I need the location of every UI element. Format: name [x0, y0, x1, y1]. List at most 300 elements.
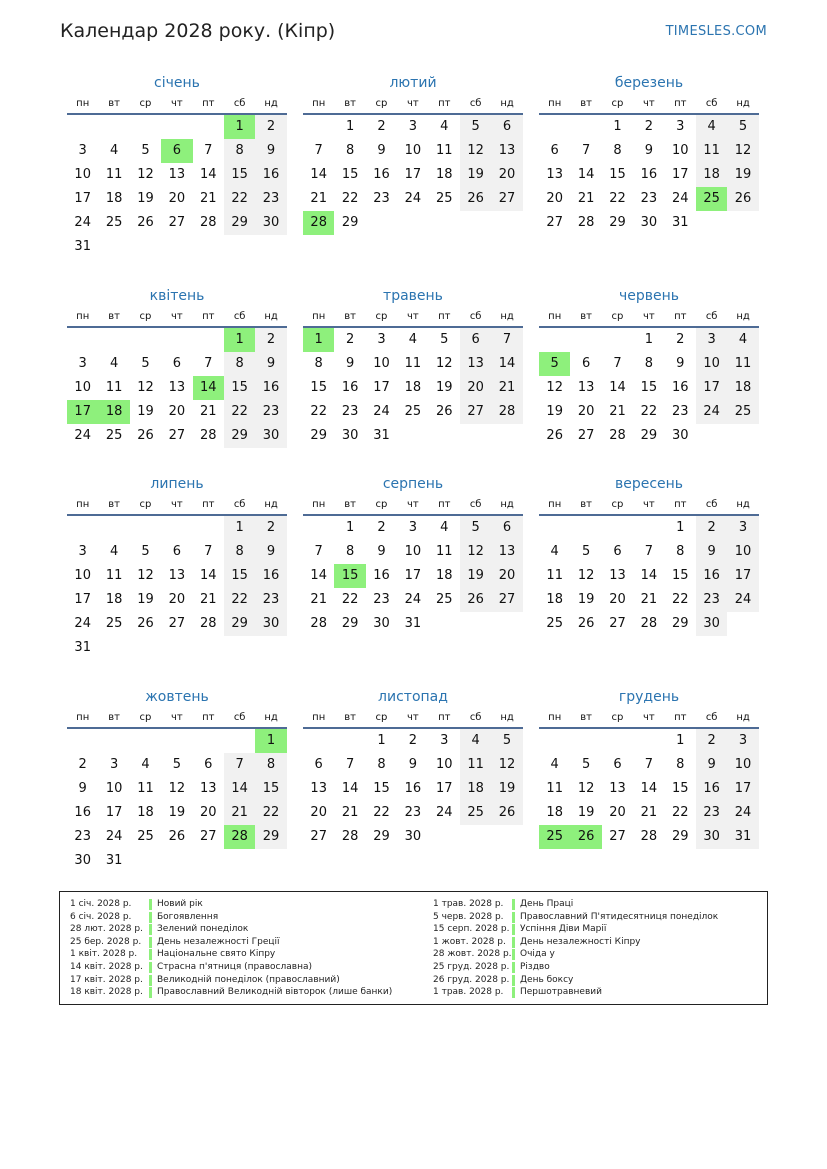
day-cell: 27 — [546, 215, 563, 230]
day-grid — [67, 729, 287, 873]
day-cell: 27 — [168, 428, 186, 443]
day-cell: 9 — [676, 356, 685, 371]
day-cell: 26 — [460, 187, 491, 211]
legend-row — [433, 961, 718, 974]
day-cell: 16 — [373, 167, 390, 182]
day-cell-holiday: 1 — [224, 115, 255, 139]
day-cell: 19 — [546, 404, 563, 419]
day-cell: 24 — [74, 428, 91, 443]
month-8 — [303, 474, 523, 636]
empty-cell — [303, 115, 334, 139]
empty-cell — [161, 115, 192, 139]
day-cell: 22 — [373, 805, 390, 820]
weekday-label: пт — [674, 499, 687, 510]
day-cell: 16 — [671, 380, 689, 395]
day-cell: 6 — [550, 143, 559, 158]
day-cell: 20 — [609, 592, 626, 607]
day-cell: 1 — [613, 119, 622, 134]
day-cell: 24 — [696, 400, 727, 424]
weekday-label: ср — [139, 499, 152, 510]
day-cell: 3 — [377, 332, 386, 347]
weekday-label: пн — [312, 712, 326, 723]
legend-holiday-name: Зелений понеділок — [157, 924, 249, 935]
weekday-label: ср — [139, 712, 152, 723]
weekday-label: чт — [643, 98, 655, 109]
weekday-label: вт — [580, 499, 592, 510]
day-cell: 4 — [408, 332, 417, 347]
day-cell: 10 — [373, 356, 390, 371]
empty-cell — [161, 729, 192, 753]
day-cell: 19 — [168, 805, 186, 820]
legend-holiday-name: Православний Великодній вівторок (лише банки) — [157, 987, 393, 998]
day-cell: 4 — [141, 757, 150, 772]
day-cell: 20 — [460, 376, 491, 400]
brand-logo[interactable]: TIMESLES.COM — [665, 24, 767, 39]
day-cell: 11 — [696, 139, 727, 163]
day-cell: 16 — [404, 781, 422, 796]
month-name: вересень — [614, 476, 684, 492]
day-cell: 10 — [74, 380, 91, 395]
day-grid — [303, 328, 523, 448]
day-cell: 4 — [440, 520, 449, 535]
day-cell: 10 — [435, 757, 453, 772]
legend-date: 28 жовт. 2028 р. — [433, 949, 512, 960]
day-cell: 29 — [224, 612, 255, 636]
day-cell: 9 — [696, 753, 727, 777]
day-cell: 27 — [168, 616, 186, 631]
day-cell: 9 — [696, 540, 727, 564]
day-cell: 16 — [255, 564, 286, 588]
day-cell: 7 — [491, 328, 522, 352]
day-cell: 18 — [460, 777, 491, 801]
legend-date: 18 квіт. 2028 р. — [70, 987, 143, 998]
day-cell: 22 — [224, 588, 255, 612]
weekday-label: нд — [736, 98, 750, 109]
day-cell: 12 — [137, 167, 154, 182]
holiday-marker-icon — [512, 899, 515, 910]
day-cell: 3 — [727, 516, 758, 540]
day-cell: 29 — [671, 829, 689, 844]
day-cell: 6 — [613, 544, 622, 559]
weekday-label: ср — [375, 311, 388, 322]
day-cell: 27 — [609, 829, 626, 844]
day-cell: 5 — [581, 544, 591, 559]
day-cell: 6 — [204, 757, 213, 772]
day-cell: 28 — [640, 829, 658, 844]
weekday-label: ср — [139, 98, 152, 109]
day-cell: 23 — [74, 829, 91, 844]
weekday-label: сб — [233, 98, 246, 109]
day-cell: 31 — [74, 239, 91, 254]
day-cell: 25 — [105, 616, 123, 631]
day-cell: 24 — [404, 191, 422, 206]
day-cell: 1 — [224, 516, 255, 540]
day-cell: 19 — [491, 777, 522, 801]
weekday-label: ср — [611, 98, 624, 109]
day-cell: 14 — [199, 167, 217, 182]
day-cell: 23 — [255, 400, 286, 424]
day-cell: 10 — [696, 352, 727, 376]
empty-cell — [602, 729, 633, 753]
day-cell: 27 — [460, 400, 491, 424]
weekday-label: вт — [108, 712, 120, 723]
day-cell: 11 — [404, 356, 422, 371]
day-cell: 20 — [168, 404, 186, 419]
weekday-label: чт — [643, 712, 655, 723]
day-cell: 12 — [460, 139, 491, 163]
day-cell: 9 — [345, 356, 355, 371]
legend-row — [433, 936, 718, 949]
holiday-marker-icon — [149, 975, 152, 986]
day-cell: 30 — [404, 829, 422, 844]
day-cell: 8 — [676, 544, 685, 559]
day-cell: 29 — [341, 616, 359, 631]
weekday-label: нд — [736, 712, 750, 723]
day-cell: 21 — [199, 191, 217, 206]
day-cell: 8 — [676, 757, 685, 772]
legend-holiday-name: Національне свято Кіпру — [157, 949, 276, 960]
weekday-label: нд — [264, 98, 278, 109]
weekday-label: вт — [108, 499, 120, 510]
day-cell: 11 — [435, 544, 453, 559]
day-cell: 2 — [377, 119, 386, 134]
empty-cell — [602, 328, 633, 352]
legend-date: 15 серп. 2028 р. — [433, 924, 510, 935]
weekday-label: пт — [674, 98, 687, 109]
day-cell: 5 — [581, 757, 591, 772]
weekday-label: пт — [438, 98, 451, 109]
day-cell: 11 — [105, 167, 123, 182]
weekday-label: сб — [469, 712, 482, 723]
month-name: листопад — [378, 689, 448, 705]
holiday-marker-icon — [149, 987, 152, 998]
day-cell: 11 — [460, 753, 491, 777]
day-cell: 21 — [310, 191, 327, 206]
day-cell: 20 — [577, 404, 595, 419]
day-grid — [67, 328, 287, 448]
weekday-label: нд — [264, 311, 278, 322]
day-cell: 25 — [404, 404, 422, 419]
day-cell: 26 — [491, 801, 522, 825]
day-cell: 7 — [224, 753, 255, 777]
day-cell: 17 — [727, 777, 758, 801]
day-cell: 28 — [491, 400, 522, 424]
day-cell: 20 — [199, 805, 217, 820]
day-cell: 3 — [78, 544, 87, 559]
empty-cell — [193, 328, 224, 352]
day-cell: 25 — [137, 829, 154, 844]
day-cell: 13 — [199, 781, 217, 796]
month-name: грудень — [618, 689, 680, 705]
empty-cell — [539, 516, 570, 540]
legend-row — [433, 898, 718, 911]
day-cell: 11 — [727, 352, 758, 376]
holiday-marker-icon — [149, 962, 152, 973]
month-9 — [539, 474, 759, 636]
day-cell: 2 — [696, 729, 727, 753]
weekday-label: сб — [705, 311, 718, 322]
day-cell: 29 — [373, 829, 390, 844]
day-cell: 13 — [491, 139, 522, 163]
day-cell: 30 — [671, 428, 689, 443]
month-name: травень — [383, 288, 443, 304]
day-cell: 8 — [644, 356, 653, 371]
day-cell: 17 — [727, 564, 758, 588]
day-cell: 10 — [74, 167, 91, 182]
empty-cell — [161, 516, 192, 540]
day-cell: 2 — [345, 332, 355, 347]
day-cell: 27 — [168, 215, 186, 230]
day-cell: 20 — [609, 805, 626, 820]
legend-date: 1 трав. 2028 р. — [433, 899, 504, 909]
legend-row — [70, 974, 392, 987]
empty-cell — [130, 328, 161, 352]
day-cell: 30 — [341, 428, 359, 443]
day-cell: 25 — [727, 400, 758, 424]
legend-holiday-name: День незалежності Кіпру — [520, 936, 641, 947]
day-cell: 29 — [640, 428, 658, 443]
day-cell: 24 — [74, 215, 91, 230]
empty-cell — [334, 729, 365, 753]
holiday-marker-icon — [512, 987, 515, 998]
day-cell: 1 — [676, 520, 685, 535]
day-cell: 19 — [137, 404, 154, 419]
day-cell-holiday: 1 — [224, 328, 255, 352]
holiday-marker-icon — [149, 912, 152, 923]
month-5 — [303, 286, 523, 448]
day-cell: 4 — [696, 115, 727, 139]
day-cell: 17 — [404, 167, 422, 182]
weekday-label: сб — [233, 311, 246, 322]
weekday-label: сб — [233, 712, 246, 723]
empty-cell — [303, 729, 334, 753]
weekday-label: пт — [438, 311, 451, 322]
month-1 — [67, 73, 287, 259]
legend-holiday-name: День незалежності Греції — [157, 936, 280, 947]
day-cell: 18 — [105, 592, 123, 607]
day-cell: 8 — [345, 143, 355, 158]
weekday-header — [303, 711, 523, 729]
empty-cell — [539, 115, 570, 139]
weekday-label: ср — [375, 712, 388, 723]
day-cell: 14 — [640, 568, 658, 583]
day-cell: 30 — [373, 616, 390, 631]
day-cell: 5 — [141, 544, 150, 559]
day-cell: 21 — [199, 404, 217, 419]
day-cell: 18 — [404, 380, 422, 395]
day-grid — [539, 729, 759, 849]
weekday-label: сб — [705, 98, 718, 109]
day-cell: 21 — [199, 592, 217, 607]
day-cell: 2 — [78, 757, 87, 772]
day-cell: 29 — [255, 825, 286, 849]
day-cell: 15 — [255, 777, 286, 801]
empty-cell — [602, 516, 633, 540]
holiday-marker-icon — [512, 962, 515, 973]
day-cell: 24 — [727, 801, 758, 825]
empty-cell — [161, 328, 192, 352]
day-cell: 24 — [373, 404, 390, 419]
day-cell: 5 — [460, 516, 491, 540]
day-cell: 24 — [105, 829, 123, 844]
weekday-label: нд — [500, 712, 514, 723]
weekday-label: вт — [580, 98, 592, 109]
day-cell: 9 — [255, 139, 286, 163]
holiday-marker-icon — [512, 924, 515, 935]
day-cell-holiday: 25 — [539, 825, 570, 849]
holiday-marker-icon — [149, 937, 152, 948]
day-cell: 19 — [435, 380, 453, 395]
empty-cell — [130, 729, 161, 753]
day-cell: 24 — [74, 616, 91, 631]
legend-holiday-name: Православний П'ятидесятниця понеділок — [520, 911, 719, 922]
day-cell: 25 — [435, 592, 453, 607]
weekday-label: пн — [312, 98, 326, 109]
weekday-label: чт — [171, 98, 183, 109]
day-cell: 13 — [546, 167, 563, 182]
day-cell: 22 — [671, 805, 689, 820]
legend-date: 5 черв. 2028 р. — [433, 911, 504, 922]
day-cell: 3 — [408, 119, 417, 134]
day-cell: 20 — [491, 163, 522, 187]
day-cell: 24 — [727, 588, 758, 612]
day-cell: 23 — [404, 805, 422, 820]
empty-cell — [570, 328, 601, 352]
weekday-label: сб — [705, 712, 718, 723]
day-cell: 14 — [310, 568, 327, 583]
weekday-header — [67, 498, 287, 516]
legend-holiday-name: Першотравневий — [520, 987, 602, 998]
weekday-label: нд — [264, 712, 278, 723]
weekday-label: вт — [580, 712, 592, 723]
empty-cell — [633, 516, 664, 540]
day-cell: 27 — [491, 588, 522, 612]
day-cell: 5 — [172, 757, 181, 772]
day-cell: 31 — [373, 428, 390, 443]
day-cell: 27 — [577, 428, 595, 443]
weekday-label: пт — [438, 712, 451, 723]
day-cell: 5 — [460, 115, 491, 139]
weekday-label: вт — [344, 499, 356, 510]
day-cell: 2 — [255, 115, 286, 139]
day-cell: 27 — [491, 187, 522, 211]
weekday-label: чт — [643, 311, 655, 322]
day-cell: 3 — [78, 356, 87, 371]
legend-row — [70, 898, 392, 911]
weekday-label: пт — [674, 311, 687, 322]
day-cell: 25 — [435, 191, 453, 206]
weekday-label: пн — [312, 499, 326, 510]
day-cell: 9 — [78, 781, 87, 796]
day-cell-holiday: 1 — [303, 328, 334, 352]
day-cell: 9 — [377, 544, 386, 559]
legend-holiday-name: Різдво — [520, 961, 550, 972]
empty-cell — [570, 516, 601, 540]
day-cell: 21 — [577, 191, 595, 206]
page-title: Календар 2028 року. (Кіпр) — [60, 20, 336, 42]
day-cell: 17 — [671, 167, 689, 182]
weekday-label: чт — [407, 499, 419, 510]
day-cell: 4 — [109, 356, 119, 371]
weekday-label: сб — [233, 499, 246, 510]
empty-cell — [98, 729, 129, 753]
day-cell: 3 — [676, 119, 685, 134]
day-cell: 7 — [613, 356, 622, 371]
day-cell: 22 — [341, 191, 359, 206]
month-7 — [67, 474, 287, 660]
day-cell: 20 — [491, 564, 522, 588]
weekday-label: пн — [548, 499, 562, 510]
day-cell: 15 — [310, 380, 327, 395]
legend-date: 14 квіт. 2028 р. — [70, 961, 143, 972]
weekday-label: пн — [76, 98, 90, 109]
day-cell: 6 — [314, 757, 323, 772]
day-cell: 5 — [141, 143, 150, 158]
empty-cell — [193, 115, 224, 139]
empty-cell — [570, 729, 601, 753]
legend-column-left — [70, 898, 392, 999]
day-cell: 7 — [644, 544, 653, 559]
day-cell: 18 — [435, 167, 453, 182]
day-cell: 29 — [310, 428, 327, 443]
weekday-header — [67, 310, 287, 328]
month-name: січень — [154, 75, 200, 91]
day-cell: 19 — [460, 163, 491, 187]
month-name: квітень — [149, 288, 205, 304]
day-cell: 29 — [224, 424, 255, 448]
day-cell: 16 — [696, 777, 727, 801]
day-cell: 22 — [341, 592, 359, 607]
day-cell: 26 — [435, 404, 453, 419]
day-cell: 31 — [671, 215, 689, 230]
weekday-label: вт — [108, 311, 120, 322]
weekday-label: вт — [344, 98, 356, 109]
day-cell: 2 — [676, 332, 685, 347]
day-cell: 3 — [78, 143, 87, 158]
legend-holiday-name: День боксу — [520, 974, 574, 985]
empty-cell — [67, 516, 98, 540]
day-cell: 24 — [435, 805, 453, 820]
holiday-marker-icon — [512, 949, 515, 960]
day-cell: 28 — [577, 215, 595, 230]
day-cell: 16 — [341, 380, 359, 395]
day-cell: 13 — [609, 568, 626, 583]
month-4 — [67, 286, 287, 448]
weekday-label: вт — [344, 712, 356, 723]
day-cell: 26 — [137, 428, 154, 443]
day-cell: 22 — [224, 187, 255, 211]
day-cell: 8 — [255, 753, 286, 777]
weekday-label: пн — [548, 98, 562, 109]
weekday-label: пт — [202, 311, 215, 322]
day-cell: 15 — [341, 167, 359, 182]
day-cell: 28 — [310, 616, 327, 631]
weekday-label: пн — [76, 311, 90, 322]
weekday-header — [67, 711, 287, 729]
day-cell: 20 — [168, 191, 186, 206]
day-cell: 26 — [137, 215, 154, 230]
day-cell: 27 — [199, 829, 217, 844]
weekday-header — [303, 97, 523, 115]
day-cell: 9 — [255, 352, 286, 376]
day-cell: 11 — [105, 568, 123, 583]
empty-cell — [67, 115, 98, 139]
day-cell: 14 — [310, 167, 327, 182]
weekday-label: вт — [108, 98, 120, 109]
day-cell: 16 — [255, 163, 286, 187]
day-grid — [303, 516, 523, 636]
day-cell: 26 — [546, 428, 563, 443]
